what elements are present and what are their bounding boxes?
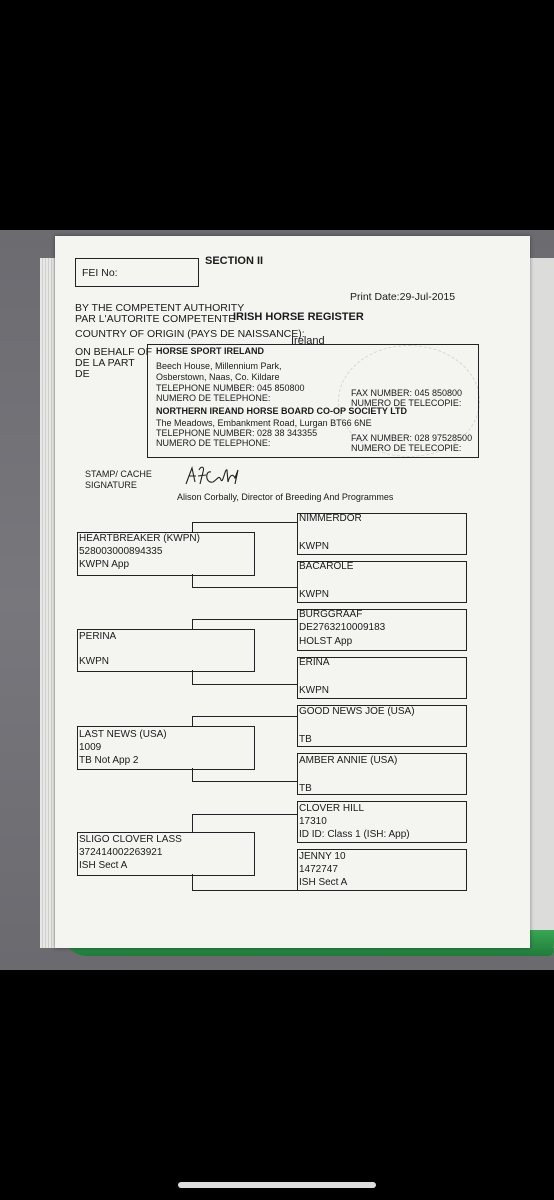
parent-studbook: TB Not App 2 — [79, 755, 139, 766]
org2-fax-fr: NUMERO DE TELECOPIE: — [351, 443, 462, 453]
connector — [192, 587, 297, 588]
grandparent-studbook: KWPN — [299, 541, 329, 552]
by-authority-label-fr: PAR L'AUTORITE COMPETENTE — [75, 313, 236, 325]
grandparent-name: AMBER ANNIE (USA) — [299, 755, 398, 766]
parent-studbook: ISH Sect A — [79, 860, 128, 871]
org2-telephone: TELEPHONE NUMBER: 028 38 343355 — [156, 428, 318, 438]
grandparent-name: ERINA — [299, 657, 330, 668]
parent-name: HEARTBREAKER (KWPN) — [79, 533, 200, 544]
on-behalf-label: ON BEHALF OF — [75, 346, 153, 358]
connector — [192, 874, 193, 890]
grandparent-name: BURGGRAAF — [299, 609, 363, 620]
parent-number: 528003000894335 — [79, 546, 163, 557]
grandparent-studbook: KWPN — [299, 685, 329, 696]
parent-number: 1009 — [79, 742, 102, 753]
connector — [192, 814, 297, 815]
connector — [192, 716, 297, 717]
grandparent-number: DE2763210009183 — [299, 622, 386, 633]
org2-fax: FAX NUMBER: 028 97528500 — [351, 433, 473, 443]
connector — [192, 814, 193, 832]
connector — [192, 684, 297, 685]
grandparent-studbook: ISH Sect A — [299, 877, 348, 888]
parent-studbook: KWPN — [79, 656, 109, 667]
on-behalf-label-de: DE — [75, 368, 90, 380]
grandparent-number: 1472747 — [299, 864, 338, 875]
pedigree-parent-box — [77, 726, 255, 770]
grandparent-number: 17310 — [299, 816, 327, 827]
country-origin-value: Ireland — [291, 335, 325, 347]
handwritten-signature — [183, 464, 243, 488]
authority-name: IRISH HORSE REGISTER — [233, 311, 364, 323]
grandparent-studbook: TB — [299, 783, 312, 794]
pedigree-grandparent-box — [297, 609, 467, 651]
parent-studbook: KWPN App — [79, 559, 130, 570]
signer-name: Alison Corbally, Director of Breeding And Programmes — [177, 492, 394, 502]
org1-address-line2: Osberstown, Naas, Co. Kildare — [156, 372, 280, 382]
org1-telephone: TELEPHONE NUMBER: 045 850800 — [156, 383, 305, 393]
print-date: Print Date:29-Jul-2015 — [350, 291, 456, 303]
org1-fax: FAX NUMBER: 045 850800 — [351, 388, 463, 398]
pedigree-grandparent-box — [297, 513, 467, 555]
org2-name: NORTHERN IREAND HORSE BOARD CO-OP SOCIETY LTD — [156, 406, 408, 416]
grandparent-studbook: TB — [299, 734, 312, 745]
parent-name: PERINA — [79, 631, 117, 642]
connector — [192, 890, 297, 891]
pedigree-parent-box — [77, 629, 255, 672]
grandparent-name: NIMMERDOR — [299, 513, 362, 524]
grandparent-studbook: HOLST App — [299, 636, 353, 647]
org2-telephone-fr: NUMERO DE TELEPHONE: — [156, 438, 271, 448]
parent-name: LAST NEWS (USA) — [79, 729, 167, 740]
fei-number-box — [75, 258, 199, 287]
connector — [192, 522, 193, 532]
pedigree-parent-box — [77, 832, 255, 876]
country-origin-label: COUNTRY OF ORIGIN (PAYS DE NAISSANCE): — [75, 328, 305, 340]
pedigree-grandparent-box — [297, 753, 467, 795]
grandparent-studbook: KWPN — [299, 589, 329, 600]
connector — [192, 670, 193, 684]
connector — [192, 781, 297, 782]
signature-label: SIGNATURE — [85, 480, 137, 490]
grandparent-name: JENNY 10 — [299, 851, 346, 862]
org1-fax-fr: NUMERO DE TELECOPIE: — [351, 398, 462, 408]
connector — [192, 619, 297, 620]
pedigree-grandparent-box — [297, 705, 467, 747]
pedigree-parent-box — [77, 532, 255, 576]
org1-telephone-fr: NUMERO DE TELEPHONE: — [156, 393, 271, 403]
by-authority-label: BY THE COMPETENT AUTHORITY — [75, 302, 245, 314]
grandparent-name: GOOD NEWS JOE (USA) — [299, 706, 415, 717]
grandparent-name: CLOVER HILL — [299, 803, 365, 814]
connector — [192, 716, 193, 726]
home-indicator[interactable] — [178, 1182, 376, 1188]
org1-address-line1: Beech House, Millennium Park, — [156, 361, 282, 371]
section-title: SECTION II — [205, 255, 264, 267]
pedigree-grandparent-box — [297, 801, 467, 843]
on-behalf-label-fr: DE LA PART — [75, 357, 135, 369]
grandparent-name: BACAROLE — [299, 561, 354, 572]
parent-number: 372414002263921 — [79, 847, 163, 858]
passport-cover — [528, 258, 554, 948]
parent-name: SLIGO CLOVER LASS — [79, 834, 182, 845]
connector — [192, 619, 193, 629]
connector — [192, 522, 297, 523]
org1-name: HORSE SPORT IRELAND — [156, 346, 265, 356]
authority-address-box — [147, 344, 479, 458]
stamp-label: STAMP/ CACHE — [85, 469, 152, 479]
pedigree-grandparent-box — [297, 657, 467, 699]
pedigree-grandparent-box — [297, 849, 467, 891]
passport-page — [55, 236, 530, 948]
fei-label: FEI No: — [82, 267, 118, 279]
org2-address: The Meadows, Embankment Road, Lurgan BT66 6NE — [156, 418, 372, 428]
pedigree-grandparent-box — [297, 561, 467, 603]
grandparent-studbook: ID ID: Class 1 (ISH: App) — [299, 829, 410, 840]
